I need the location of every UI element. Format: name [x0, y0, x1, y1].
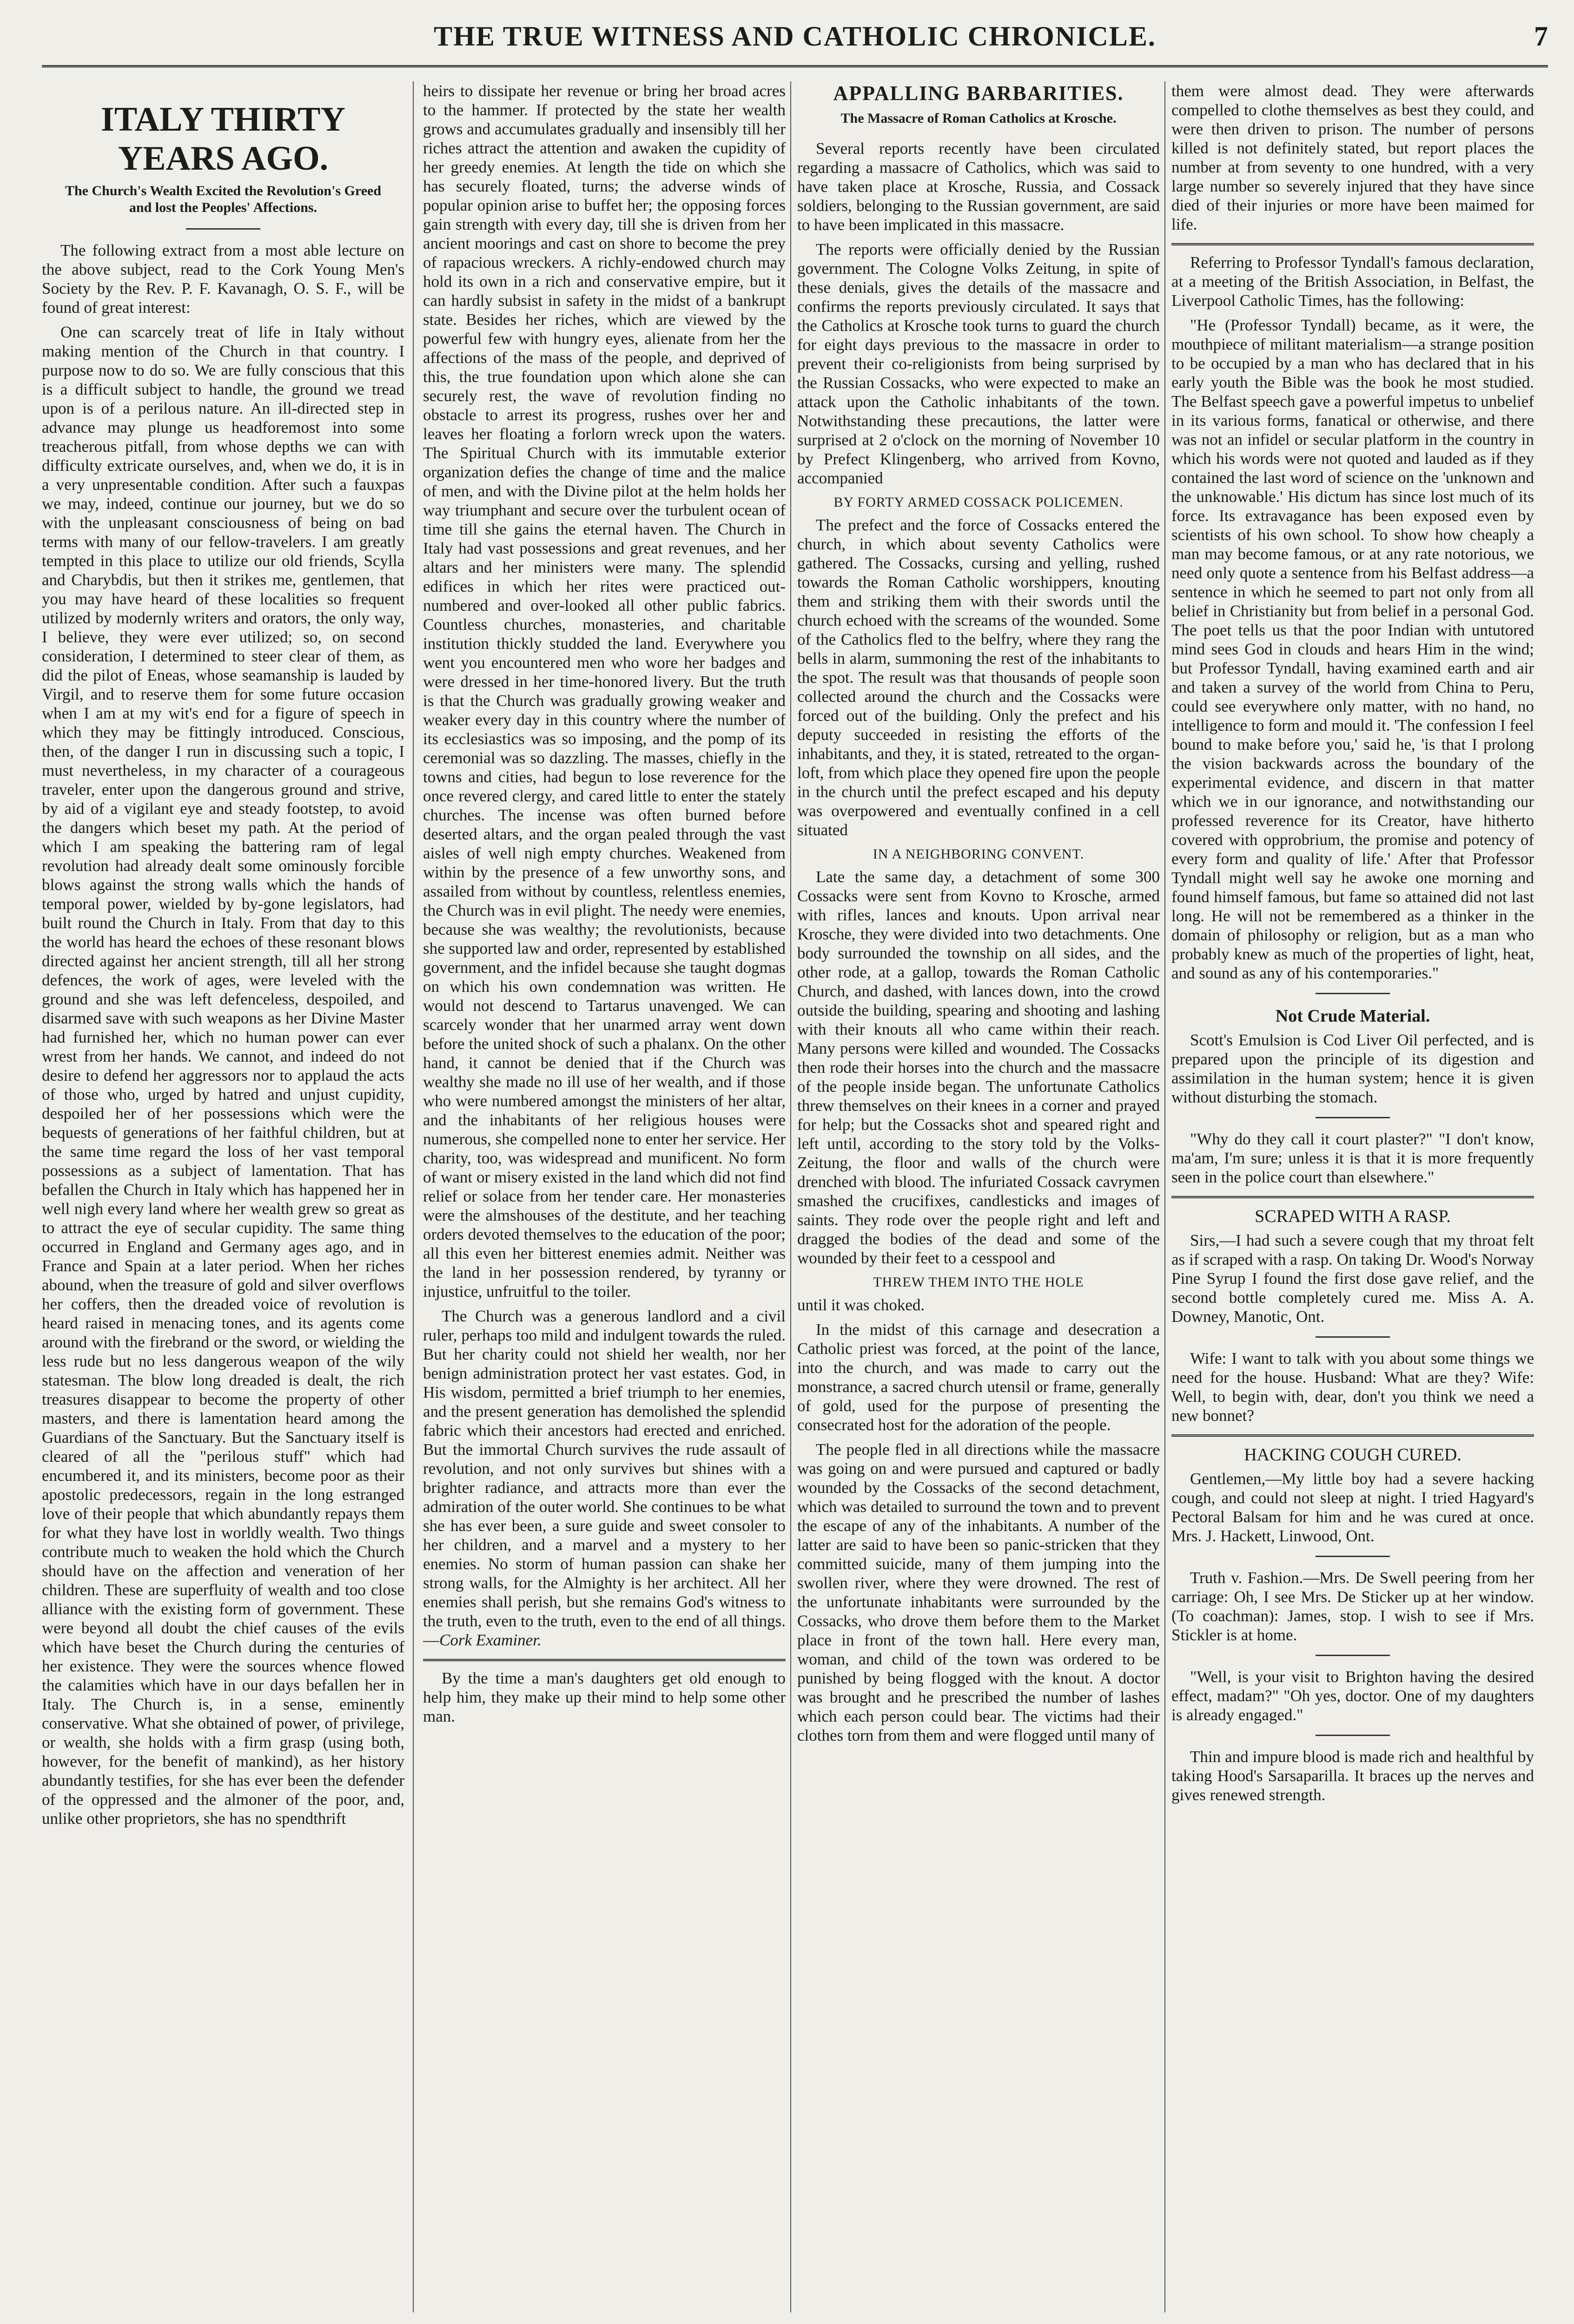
section-subhead: THREW THEM INTO THE HOLE	[873, 1274, 1084, 1290]
divider	[1316, 1336, 1390, 1338]
column-3	[797, 81, 1160, 2322]
article-paragraph: "He (Professor Tyndall) became, as it were, the mouthpiece of militant materialism—a strange position to be occupied by a man who has declared that in his early youth the Bible was the book he most studied. The Belfast speech gave a powerful impetus to unbelief in its various forms, fanatical or otherwise, and there was not an infidel or secular platform in the country in which his words were not quoted and lauded as if they contained the last word of science on the 'unknown and the unknowable.' His dictum has since lost much of its force. Its extravagance has been exposed even by scientists of his own school. To show how cheaply a man may become famous, or at any rate notorious, we need only quote a sentence from his Belfast address—a sentence in which he seemed to part not only from all belief in Christianity but from belief in a personal God. The poet tells us that the poor Indian with untutored mind sees God in clouds and hears Him in the wind; but Professor Tyndall, having examined earth and air and taken a survey of the world from China to Peru, could see everywhere only matter, with no hand, no intelligence to form and mould it. 'The confession I feel bound to make before you,' said he, 'is that I prolong the vision backwards across the boundary of the experimental evidence, and discern in that matter which we in our ignorance, and notwithstanding our professed reverence for its Creator, have hitherto covered with opprobrium, the promise and potency of every form and quality of life.' After that Professor Tyndall might well say he awoke one morning and found himself famous, but fame so attained did not last long. He will not be remembered as a thinker in the domain of philosophy or religion, but as a man who probably knew as much of the properties of light, heat, and sound as any of his contemporaries."	[1171, 316, 1534, 982]
divider	[1316, 1556, 1390, 1557]
joke-item: "Why do they call it court plaster?" "I don't know, ma'am, I'm sure; unless it is that it is more frequently seen in the police court than elsewhere."	[1171, 1130, 1534, 1186]
article-headline: APPALLING BARBARITIES.	[833, 82, 1124, 105]
divider	[1171, 1196, 1534, 1198]
divider	[1171, 1434, 1534, 1437]
divider	[1316, 1117, 1390, 1118]
joke-item: Truth v. Fashion.—Mrs. De Swell peering from her carriage: Oh, I see Mrs. De Sticker up at her window. (To coachman): James, stop. I wish to see if Mrs. Stickler is at home.	[1171, 1569, 1534, 1644]
article-headline: ITALY THIRTY YEARS AGO.	[101, 100, 345, 178]
ad-text: Scott's Emulsion is Cod Liver Oil perfected, and is prepared upon the principle of its digestion and assimilation in the human system; hence it is given without disturbing the stomach.	[1171, 1031, 1534, 1106]
divider	[1316, 1735, 1390, 1736]
article-subhead: The Massacre of Roman Catholics at Krosche.	[840, 111, 1117, 126]
column-divider	[1164, 81, 1165, 2312]
masthead	[42, 14, 1548, 67]
masthead-title: THE TRUE WITNESS AND CATHOLIC CHRONICLE.	[434, 21, 1156, 52]
divider	[1316, 1655, 1390, 1656]
article-paragraph: Referring to Professor Tyndall's famous declaration, at a meeting of the British Association, in Belfast, the Liverpool Catholic Times, has the following:	[1171, 253, 1534, 310]
ad-text: Thin and impure blood is made rich and healthful by taking Hood's Sarsaparilla. It braces up the nerves and gives renewed strength.	[1171, 1748, 1534, 1804]
paragraph-text: The Church was a generous landlord and a civil ruler, perhaps too mild and indulgent towards the ruled. But her charity could not shield her wealth, nor her benign administration protect her vast estates. God, in His wisdom, permitted a brief triumph to her enemies, and the present generation has demolished the splendid fabric which their ancestors had erected and enriched. But the immortal Church survives the rude assault of revolution, and not only survives but shines with a brighter radiance, and attracts more than ever the admiration of the outer world. She continues to be what she has ever been, a sure guide and sweet consoler to her children, and a marvel and a mystery to her enemies. No storm of human passion can shake her strong walls, for the Almighty is her architect. All her enemies shall perish, but she remains God's witness to the truth, even to the truth, even to the end of all things.—	[423, 1307, 786, 1649]
filler-item: By the time a man's daughters get old enough to help him, they make up their mind to help some other man.	[423, 1669, 786, 1725]
article-paragraph: them were almost dead. They were afterwards compelled to clothe themselves as best they could, and were then driven to prison. The number of persons killed is not definitely stated, but report places the number at from seventy to one hundred, with a very large number so severely injured that they have since died of their injuries or more have been maimed for life.	[1171, 82, 1534, 233]
column-divider	[790, 81, 791, 2312]
column-4	[1171, 81, 1534, 2322]
column-divider	[413, 81, 414, 2312]
article-paragraph: The following extract from a most able lecture on the above subject, read to the Cork Young Men's Society by the Rev. P. F. Kavanagh, O. S. F., will be found of great interest:	[42, 241, 404, 317]
joke-item: Wife: I want to talk with you about some things we need for the house. Husband: What are they? Wife: Well, to begin with, dear, don't you think we need a new bonnet?	[1171, 1349, 1534, 1425]
section-subhead: BY FORTY ARMED COSSACK POLICEMEN.	[833, 495, 1124, 510]
ad-heading: Not Crude Material.	[1275, 1006, 1430, 1026]
article-subhead: The Church's Wealth Excited the Revolution's Greed and lost the Peoples' Affections.	[65, 183, 382, 215]
article-paragraph: Late the same day, a detachment of some 300 Cossacks were sent from Kovno to Krosche, armed with rifles, lances and knouts. Upon arrival near Krosche, they were divided into two detachments. One body surrounded the township on all sides, and the other rode, at a gallop, towards the Roman Catholic Church, and dashed, with lances down, into the crowd outside the building, spearing and shooting and lashing with their knouts all who came within their reach. Many persons were killed and wounded. The Cossacks then rode their horses into the church and the massacre of the people inside began. The unfortunate Catholics threw themselves on their knees in a corner and prayed for help; but the Cossacks shot and speared right and left until, according to the story told by the Volks-Zeitung, the floor and walls of the church were drenched with blood. The infuriated Cossack cavrymen smashed the crucifixes, candlesticks and images of saints. They rode over the people right and left and dragged the bodies of the dead and some of the wounded by their feet to a cesspool and	[797, 868, 1160, 1267]
ad-text: Gentlemen,—My little boy had a severe hacking cough, and could not sleep at night. I tried Hagyard's Pectoral Balsam for him and he was cured at once. Mrs. J. Hackett, Linwood, Ont.	[1171, 1470, 1534, 1545]
divider	[1171, 243, 1534, 245]
article-paragraph: The people fled in all directions while the massacre was going on and were pursued and captured or badly wounded by the Cossacks of the second detachment, which was detailed to surround the town and to prevent the escape of any of the inhabitants. A number of the latter are said to have been so panic-stricken that they committed suicide, many of them jumping into the swollen river, where they were drowned. The rest of the unfortunate inhabitants were surrounded by the Cossacks, who drove them before them to the Market place in front of the town hall. Here every man, woman, and child of the town was ordered to be punished by being flogged with the knout. A doctor was brought and he prescribed the number of lashes which each person could bear. The victims had their clothes torn from them and were flogged until many of	[797, 1440, 1160, 1744]
article-paragraph: In the midst of this carnage and desecration a Catholic priest was forced, at the point of the lance, into the church, and was made to carry out the monstrance, a sacred church utensil or frame, generally of gold, used for the purpose of presenting the consecrated host for the adoration of the people.	[797, 1320, 1160, 1434]
article-paragraph: Several reports recently have been circulated regarding a massacre of Catholics, which was said to have taken place at Krosche, Russia, and Cossack soldiers, belonging to the Russian government, are said to have been implicated in this massacre.	[797, 139, 1160, 234]
column-1	[42, 81, 404, 2322]
article-paragraph: heirs to dissipate her revenue or bring her broad acres to the hammer. If protected by the state her wealth grows and accumulates gradually and insensibly till her riches attract the attention and awaken the cupidity of her greedy enemies. At length the tide on which she has securely floated, turns; the adverse winds of popular opinion arise to buffet her; the opposing forces gain strength with every day, till she is driven from her ancient moorings and cast on shore to become the prey of rapacious wreckers. A richly-endowed church may hold its own in a rich and conservative empire, but it can hardly subsist in safety in the midst of a bankrupt state. Besides her riches, which are viewed by the powerful few with hungry eyes, alienate from her the affections of the mass of the people, and deprived of this, the true foundation upon which alone she can securely rest, the wave of revolution finding no obstacle to arrest its progress, rushes over her and leaves her floating a forlorn wreck upon the waters. The Spiritual Church with its immutable exterior organization defies the change of time and the malice of men, and with the Divine pilot at the helm holds her way triumphant and secure over the turbulent ocean of time till she gains the eternal haven. The Church in Italy had vast possessions and great revenues, and her altars and her ministers were many. The splendid edifices in which her rites were practiced out-numbered and over-looked all other public fabrics. Countless churches, monasteries, and charitable institution thickly studded the land. Everywhere you went you encountered men who wore her badges and were dressed in her time-honored livery. But the truth is that the Church was gradually growing weaker and weaker every day in this country where the number of its ecclesiastics was so imposing, and the pomp of its ceremonial was so dazzling. The masses, chiefly in the towns and cities, had begun to lose reverence for the once revered clergy, and cared little to enter the stately churches. The incense was often burned before deserted altars, and the organ pealed through the vast aisles of well nigh empty churches. Weakened from within by the presence of a few unworthy sons, and assailed from without by countless, relentless enemies, the Church was in evil plight. The needy were enemies, because she was wealthy; the revolutionists, because she supported law and order, represented by established government, and the infidel because she taught dogmas on which his own condemnation was written. He would not descend to Tartarus unavenged. We can scarcely wonder that her unarmed array went down before the united shock of such a phalanx. On the other hand, it cannot be denied that if the Church was wealthy she made no ill use of her wealth, and if those who were numbered amongst the ministers of her altar, and the inhabitants of her religious houses were numerous, she compelled none to enter her service. Her charity, too, was widespread and munificent. No form of want or misery existed in the land which did not find relief or solace from her tender care. Her monasteries were the almshouses of the destitute, and her teaching orders devoted themselves to the education of the poor; all this even her bitterest enemies admit. Neither was the land in her possession rendered, by tyranny or injustice, unfruitful to the toiler.	[423, 82, 786, 1301]
divider	[1316, 993, 1390, 994]
article-paragraph	[423, 1307, 786, 1650]
article-paragraph: The reports were officially denied by the Russian government. The Cologne Volks Zeitung, in spite of these denials, gives the details of the massacre and confirms the reports previously circulated. It says that the Catholics at Krosche took turns to guard the church for eight days previous to the massacre in order to prevent their co-religionists from being surprised by the Russian Cossacks, who were expected to make an attack upon the Catholic inhabitants of the town. Notwithstanding these precautions, the latter were surprised at 2 o'clock on the morning of November 10 by Prefect Klingenberg, who arrived from Kovno, accompanied	[797, 240, 1160, 487]
article-signature: Cork Examiner.	[439, 1631, 542, 1649]
article-paragraph: The prefect and the force of Cossacks entered the church, in which about seventy Catholics were gathered. The Cossacks, cursing and yelling, rushed towards the Roman Catholic worshippers, knouting them and striking them with their swords until the church echoed with the screams of the wounded. Some of the Catholics fled to the belfry, where they rang the bells in alarm, summoning the rest of the inhabitants to the spot. The result was that thousands of people soon collected around the church and the Cossacks were forced out of the building. Only the prefect and his deputy succeeded in resisting the efforts of the inhabitants, and they, it is stated, retreated to the organ-loft, from which place they opened fire upon the people in the church until the prefect escaped and his deputy was overpowered and eventually confined in a cell situated	[797, 516, 1160, 839]
divider	[186, 228, 260, 230]
column-2	[423, 81, 786, 2322]
ad-heading: SCRAPED WITH A RASP.	[1255, 1207, 1451, 1226]
joke-item: "Well, is your visit to Brighton having the desired effect, madam?" "Oh yes, doctor. One of my daughters is already engaged."	[1171, 1668, 1534, 1724]
page-number: 7	[1534, 21, 1548, 52]
ad-heading: HACKING COUGH CURED.	[1244, 1445, 1462, 1465]
ad-text: Sirs,—I had such a severe cough that my throat felt as if scraped with a rasp. On taking Dr. Wood's Norway Pine Syrup I found the first dose gave relief, and the second bottle completely cured me. Miss A. A. Downey, Manotic, Ont.	[1171, 1231, 1534, 1326]
divider	[423, 1659, 786, 1661]
article-paragraph: One can scarcely treat of life in Italy without making mention of the Church in that country. I purpose now to do so. We are fully conscious that this is a difficult subject to handle, the ground we tread upon is of a perilous nature. An ill-directed step in advance may plunge us headforemost into some treacherous pitfall, from whose depths we can with difficulty extricate ourselves, and, when we do, it is in a very unpresentable condition. After such a fauxpas we may, indeed, continue our journey, but we do so with the unpleasant consciousness of being on bad terms with many of our fellow-travelers. I am greatly tempted in this place to utilize our old friends, Scylla and Charybdis, but then it strikes me, gentlemen, that you may have heard of these localities so frequent utilized by modernly writers and orators, the only way, I believe, they were ever utilized; so, on second consideration, I determined to steer clear of them, as did the pilot of Eneas, whose seamanship is lauded by Virgil, and to reserve them for some future occasion when I am at my wit's end for a figure of speech in which they may be fittingly introduced. Conscious, then, of the danger I run in discussing such a topic, I must nevertheless, in my character of a courageous traveler, enter upon the dangerous ground and strive, by aid of a vigilant eye and steady footstep, to avoid the dangers which beset my path. At the period of which I am speaking the battering ram of legal revolution had already dealt some ominously forcible blows against the strong walls which the hands of temporal power, wielded by by-gone legislators, had built round the Church in Italy. From that day to this the world has heard the echoes of these resonant blows directed against her ancient strength, till all her strong defences, the work of ages, were leveled with the ground and she was left defenceless, despoiled, and disarmed save with such weapons as her Divine Master had furnished her, which no human power can ever wrest from her hands. We cannot, and indeed do not desire to defend her aggressors nor to applaud the acts of those who, urged by hatred and unjust cupidity, despoiled her of her possessions which were the bequests of generations of her faithful children, but at the same time regard the loss of her vast temporal possessions as a subject of lamentation. That has befallen the Church in Italy which has happened her in well nigh every land where her wealth grew so great as to attract the eye of secular cupidity. The same thing occurred in England and Germany ages ago, and in France and Spain at a later period. When her riches abound, when the treasure of gold and silver overflows her coffers, then the dreaded voice of revolution is heard raised in menacing tones, and its agents come around with the firebrand or the sword, or wielding the less rude but no less dangerous weapon of the wily statesman. The blow long dreaded is dealt, the rich treasures disappear to become the property of other masters, and there is lamentation heard among the Guardians of the Sanctuary. But the Sanctuary itself is cleared of all the "perilous stuff" which had encumbered it, and its ministers, become poor as their apostolic predecessors, regain in the long estranged love of their people that which abundantly repays them for what they have lost in worldly wealth. Two things contribute much to weaken the hold which the Church should have on the affection and veneration of her children. These are superfluity of wealth and too close alliance with the existing form of government. These were beyond all doubt the chief causes of the evils which have beset the Church during the centuries of her existence. They were the sources whence flowed the calamities which have in our days befallen her in Italy. The Church is, in a sense, eminently conservative. What she obtained of power, of privilege, or wealth, she holds with a firm grasp (using both, however, for the benefit of mankind), as her history abundantly testifies, for she has ever been the defender of the oppressed and the almoner of the poor, and, unlike other proprietors, she has no spendthrift	[42, 323, 404, 1828]
article-paragraph: until it was choked.	[797, 1296, 925, 1314]
section-subhead: IN A NEIGHBORING CONVENT.	[873, 846, 1085, 862]
